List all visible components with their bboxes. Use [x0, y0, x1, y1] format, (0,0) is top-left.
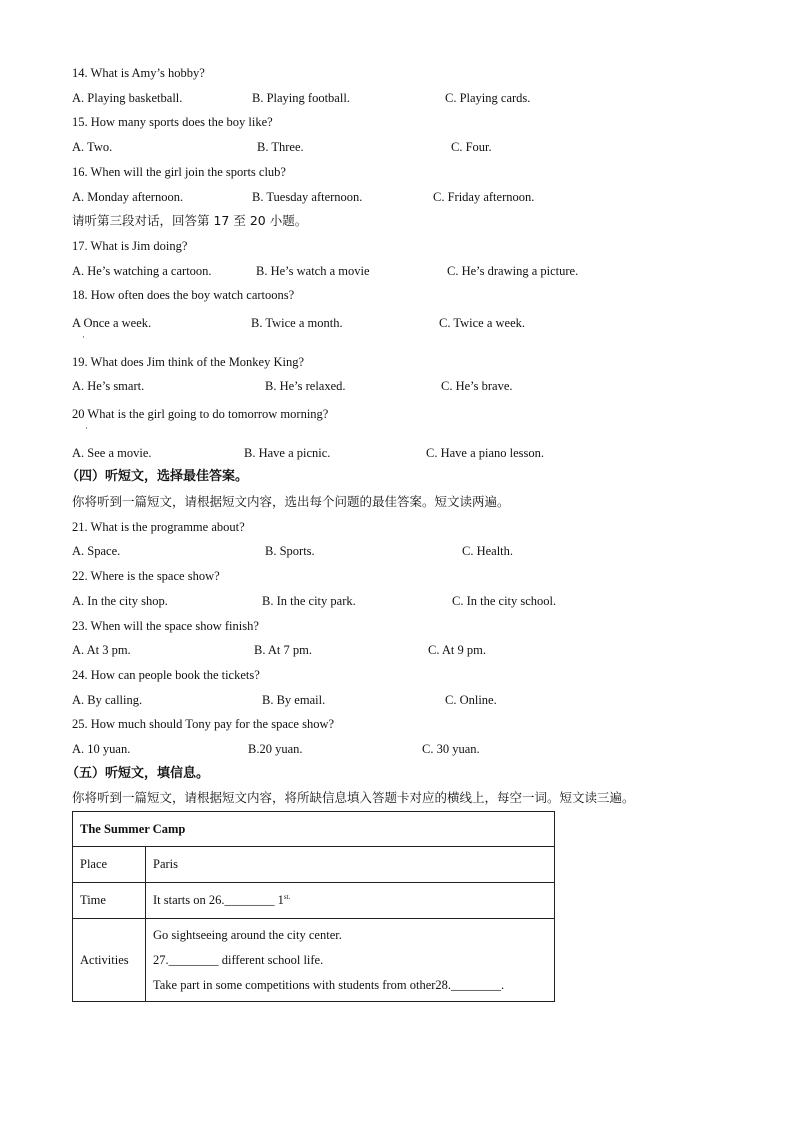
question-stem: 17. What is Jim doing? [72, 239, 188, 253]
table-row [73, 919, 555, 1002]
option-a: A. He’s watching a cartoon. [72, 264, 212, 278]
option-c: C. Health. [462, 544, 514, 558]
option-c: C. Playing cards. [445, 91, 531, 105]
option-a: A. By calling. [72, 693, 143, 707]
summer-camp-table [72, 811, 555, 1002]
question-stem: 21. What is the programme about? [72, 520, 245, 534]
activities-label: Activities [73, 919, 146, 1002]
option-a: A. 10 yuan. [72, 742, 131, 756]
option-b: B. He’s watch a movie [256, 264, 370, 278]
question-stem: 15. How many sports does the boy like? [72, 115, 273, 129]
activities-list [146, 919, 555, 1002]
question-stem: 16. When will the girl join the sports club? [72, 165, 286, 179]
option-c: C. He’s drawing a picture. [447, 264, 579, 278]
question-stem: 22. Where is the space show? [72, 569, 220, 583]
activity-item: Go sightseeing around the city center. [153, 927, 342, 942]
option-c: C. At 9 pm. [428, 643, 486, 657]
option-b: B. Three. [257, 140, 304, 154]
option-c: C. Have a piano lesson. [426, 446, 545, 460]
option-b: B. Playing football. [252, 91, 350, 105]
section5-instruction: 你将听到一篇短文，请根据短文内容，将所缺信息填入答题卡对应的横线上，每空一词。短文读三遍。 [72, 790, 635, 805]
option-c: C. 30 yuan. [422, 742, 480, 756]
option-b: B. At 7 pm. [254, 643, 312, 657]
table-row [73, 883, 555, 919]
option-a: A. At 3 pm. [72, 643, 131, 657]
option-a: A. In the city shop. [72, 594, 168, 608]
option-a: A. Playing basketball. [72, 91, 183, 105]
option-a: A. Space. [72, 544, 121, 558]
activity-item: 27.________ different school life. [153, 952, 324, 967]
option-a: A. See a movie. [72, 446, 152, 460]
option-c: C. He’s brave. [441, 379, 513, 393]
option-b: B. Sports. [265, 544, 315, 558]
question-stem: 23. When will the space show finish? [72, 619, 259, 633]
option-c: C. Four. [451, 140, 492, 154]
option-a: A. Monday afternoon. [72, 190, 184, 204]
time-label: Time [73, 883, 146, 919]
question-stem: 25. How much should Tony pay for the space show? [72, 717, 335, 731]
time-value [146, 883, 555, 919]
question-stem: 19. What does Jim think of the Monkey King? [72, 355, 305, 369]
place-label: Place [73, 847, 146, 883]
part3-instruction: 请听第三段对话，回答第 17 至 20 小题。 [72, 213, 308, 228]
question-stem: 18. How often does the boy watch cartoons? [72, 288, 295, 302]
option-b: B. Have a picnic. [244, 446, 331, 460]
option-c: C. Online. [445, 693, 497, 707]
option-b: B. He’s relaxed. [265, 379, 346, 393]
option-b: B. In the city park. [262, 594, 356, 608]
question-stem: 14. What is Amy’s hobby? [72, 66, 205, 80]
dot-mark: · [82, 332, 85, 342]
time-text: It starts on 26.________ 1 [153, 893, 284, 908]
option-a: A Once a week. [72, 316, 152, 330]
section4-heading: （四）听短文，选择最佳答案。 [66, 469, 249, 484]
option-b: B.20 yuan. [248, 742, 303, 756]
option-c: C. Twice a week. [439, 316, 526, 330]
option-a: A. He’s smart. [72, 379, 145, 393]
dot-mark: · [85, 423, 88, 433]
option-c: C. In the city school. [452, 594, 557, 608]
question-stem: 24. How can people book the tickets? [72, 668, 260, 682]
time-suffix: st. [283, 892, 291, 901]
activity-item: Take part in some competitions with students from other28.________. [153, 977, 505, 992]
option-b: B. Tuesday afternoon. [252, 190, 363, 204]
section4-instruction: 你将听到一篇短文，请根据短文内容，选出每个问题的最佳答案。短文读两遍。 [72, 494, 510, 509]
option-b: B. Twice a month. [251, 316, 343, 330]
option-a: A. Two. [72, 140, 113, 154]
option-b: B. By email. [262, 693, 326, 707]
table-row [73, 847, 555, 883]
table-title: The Summer Camp [73, 812, 555, 847]
section5-heading: （五）听短文，填信息。 [66, 766, 210, 781]
option-c: C. Friday afternoon. [433, 190, 535, 204]
question-stem: 20 What is the girl going to do tomorrow morning? [72, 407, 329, 421]
place-value: Paris [146, 847, 555, 883]
